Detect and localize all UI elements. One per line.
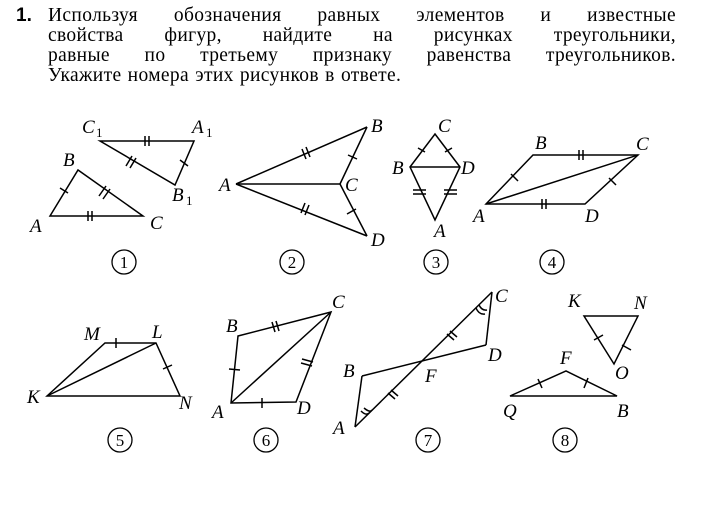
svg-text:4: 4	[547, 253, 557, 272]
label-c: C	[150, 213, 163, 234]
figure-number-7	[416, 428, 440, 452]
label-n: N	[634, 293, 647, 314]
svg-text:5: 5	[115, 431, 125, 450]
label-a: A	[434, 221, 446, 242]
figure-2	[217, 116, 385, 251]
label-k: K	[568, 291, 581, 312]
label-b: B	[535, 133, 547, 154]
svg-text:3: 3	[431, 253, 441, 272]
figure-number-3	[424, 250, 448, 274]
label-b1-sub: 1	[186, 193, 193, 208]
figure-7	[331, 286, 508, 439]
label-d: D	[371, 230, 385, 251]
figure-number-8	[553, 428, 577, 452]
label-b: B	[226, 316, 238, 337]
label-d: D	[585, 206, 599, 227]
label-b1: B	[172, 185, 184, 206]
label-b: B	[63, 150, 75, 171]
label-d: D	[297, 398, 311, 419]
figure-number-1	[112, 250, 136, 274]
label-b: B	[343, 361, 355, 382]
svg-text:1: 1	[119, 253, 129, 272]
label-k: K	[27, 387, 40, 408]
figure-8	[503, 291, 648, 422]
label-a: A	[473, 206, 485, 227]
label-c: C	[438, 116, 451, 137]
figure-number-5	[108, 428, 132, 452]
label-d: D	[461, 158, 475, 179]
label-a: A	[30, 216, 42, 237]
label-f: F	[425, 366, 437, 387]
figure-number-2	[280, 250, 304, 274]
problem-number: 1.	[16, 5, 32, 26]
label-c1: C	[82, 117, 95, 138]
label-a: A	[219, 175, 231, 196]
label-a: A	[212, 402, 224, 423]
label-b: B	[371, 116, 383, 137]
figure-5	[26, 322, 193, 414]
figure-number-4	[540, 250, 564, 274]
label-l: L	[152, 322, 163, 343]
svg-text:2: 2	[287, 253, 297, 272]
svg-text:7: 7	[423, 431, 433, 450]
label-o: O	[615, 363, 629, 384]
label-n: N	[179, 393, 192, 414]
label-c: C	[345, 175, 358, 196]
problem-line-3: равные по третьему признаку равенства треугольников.	[48, 45, 676, 66]
label-m: M	[84, 324, 100, 345]
label-c1-sub: 1	[96, 125, 103, 140]
label-a: A	[333, 418, 345, 439]
label-b: B	[392, 158, 404, 179]
triangle-a1b1c1	[100, 141, 194, 185]
label-c: C	[495, 286, 508, 307]
figure-6	[210, 292, 345, 423]
label-c: C	[636, 134, 649, 155]
figure-1	[28, 117, 213, 237]
triangle-abc	[50, 170, 143, 216]
problem-line-2: свойства фигур, найдите на рисунках треугольники,	[48, 25, 676, 46]
label-d: D	[488, 345, 502, 366]
label-c: C	[332, 292, 345, 313]
figure-4	[471, 133, 649, 227]
label-q: Q	[503, 401, 517, 422]
svg-text:6: 6	[261, 431, 271, 450]
problem-line-4: Укажите номера этих рисунков в ответе.	[48, 65, 402, 86]
label-a1-sub: 1	[206, 125, 213, 140]
label-a1: A	[192, 117, 204, 138]
figure-number-6	[254, 428, 278, 452]
figure-3	[392, 116, 475, 242]
label-f: F	[560, 348, 572, 369]
label-b: B	[617, 401, 629, 422]
problem-line-1: Используя обозначения равных элементов и известные	[48, 5, 676, 26]
svg-text:8: 8	[560, 431, 570, 450]
